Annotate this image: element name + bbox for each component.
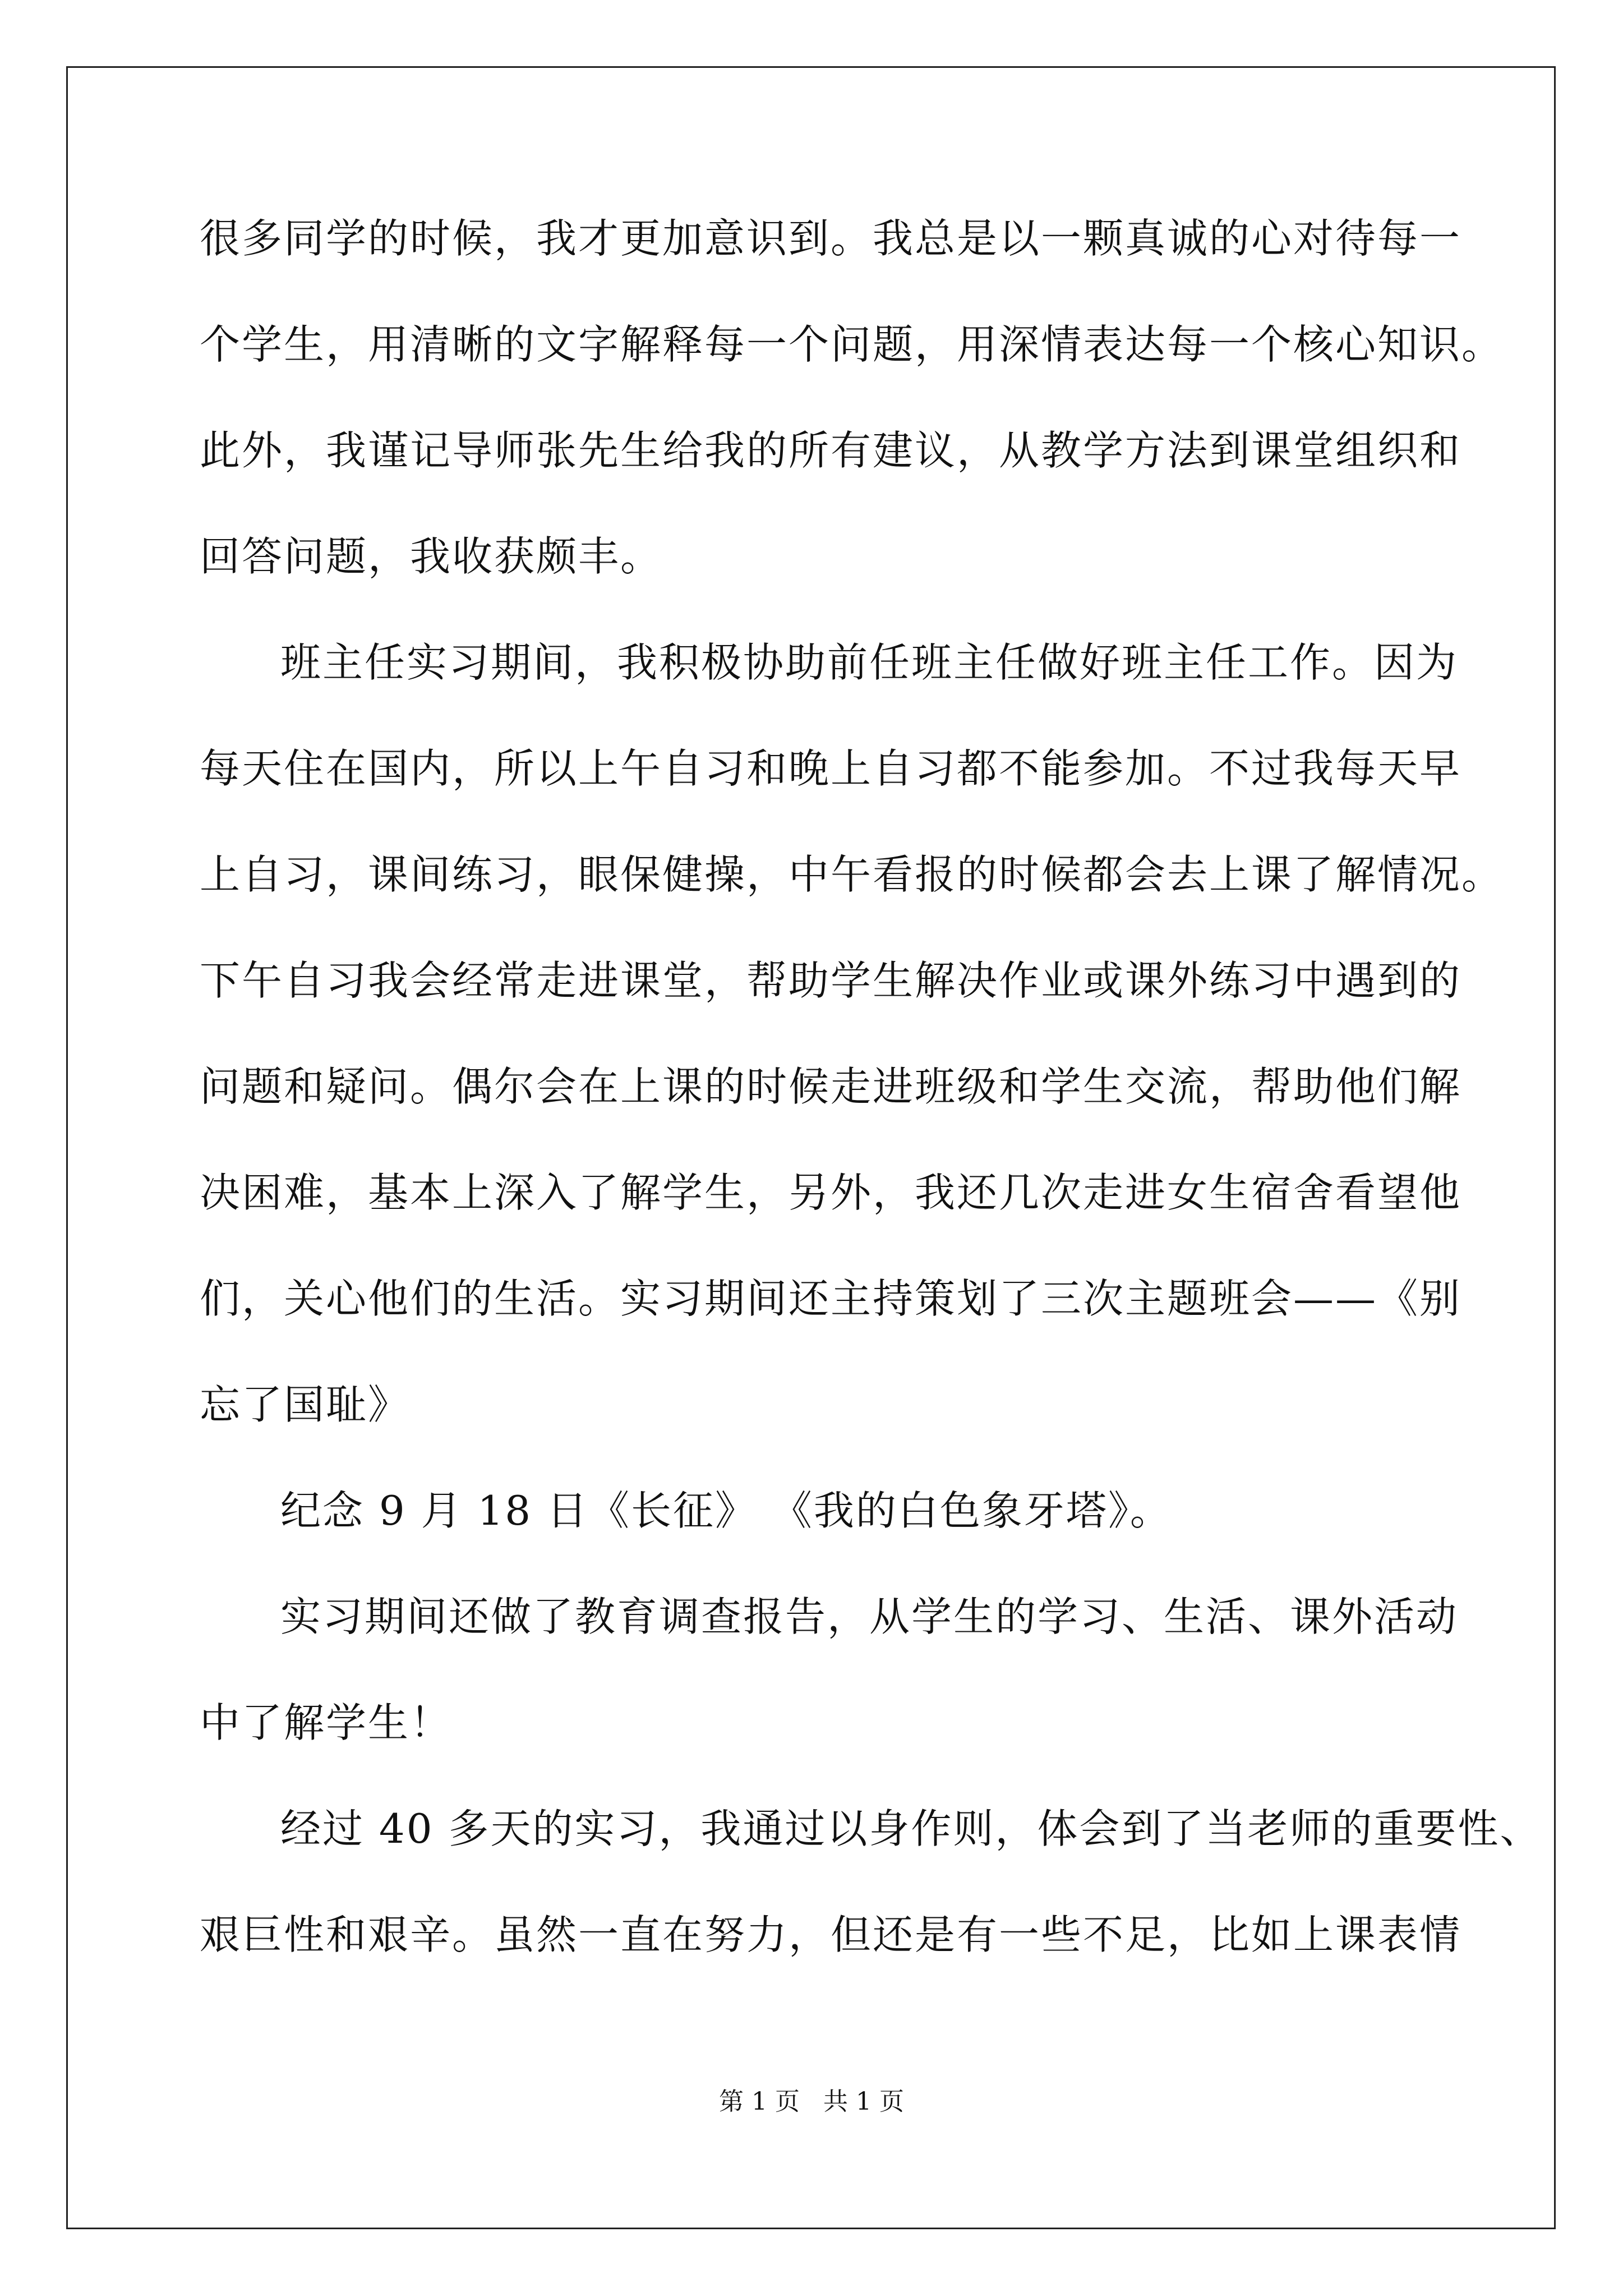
paragraph-start-line: 班主任实习期间，我积极协助前任班主任做好班主任工作。因为: [280, 639, 1459, 686]
paragraph-start-line: 纪念 9 月 18 日《长征》 《我的白色象牙塔》。: [280, 1487, 1172, 1534]
text-line: 中了解学生！: [200, 1699, 453, 1746]
document-body: [200, 213, 1542, 2016]
text-line: 决困难，基本上深入了解学生，另外，我还几次走进女生宿舍看望他: [200, 1169, 1462, 1216]
text-line: 上自习，课间练习，眼保健操，中午看报的时候都会去上课了解情况。: [200, 851, 1504, 898]
page-number: 第 1 页: [719, 2087, 800, 2116]
text-line: 们，关心他们的生活。实习期间还主持策划了三次主题班会——《别: [200, 1275, 1462, 1322]
text-line: 忘了国耻》: [200, 1381, 411, 1428]
text-line: 很多同学的时候，我才更加意识到。我总是以一颗真诚的心对待每一: [200, 215, 1462, 262]
text-line: 下午自习我会经常走进课堂，帮助学生解决作业或课外练习中遇到的: [200, 957, 1462, 1004]
paragraph-start-line: 经过 40 多天的实习，我通过以身作则，体会到了当老师的重要性、: [280, 1805, 1542, 1852]
text-line: 问题和疑问。偶尔会在上课的时候走进班级和学生交流，帮助他们解: [200, 1063, 1462, 1110]
page-total: 共 1 页: [823, 2087, 904, 2116]
text-line: 每天住在国内，所以上午自习和晚上自习都不能参加。不过我每天早: [200, 745, 1462, 792]
text-line: 艰巨性和艰辛。虽然一直在努力，但还是有一些不足，比如上课表情: [200, 1911, 1462, 1958]
page-footer: [0, 2088, 1623, 2116]
text-line: 此外，我谨记导师张先生给我的所有建议，从教学方法到课堂组织和: [200, 427, 1462, 474]
text-line: 个学生，用清晰的文字解释每一个问题，用深情表达每一个核心知识。: [200, 321, 1504, 368]
text-line: 回答问题，我收获颇丰。: [200, 533, 663, 580]
paragraph-start-line: 实习期间还做了教育调查报告，从学生的学习、生活、课外活动: [280, 1593, 1459, 1640]
